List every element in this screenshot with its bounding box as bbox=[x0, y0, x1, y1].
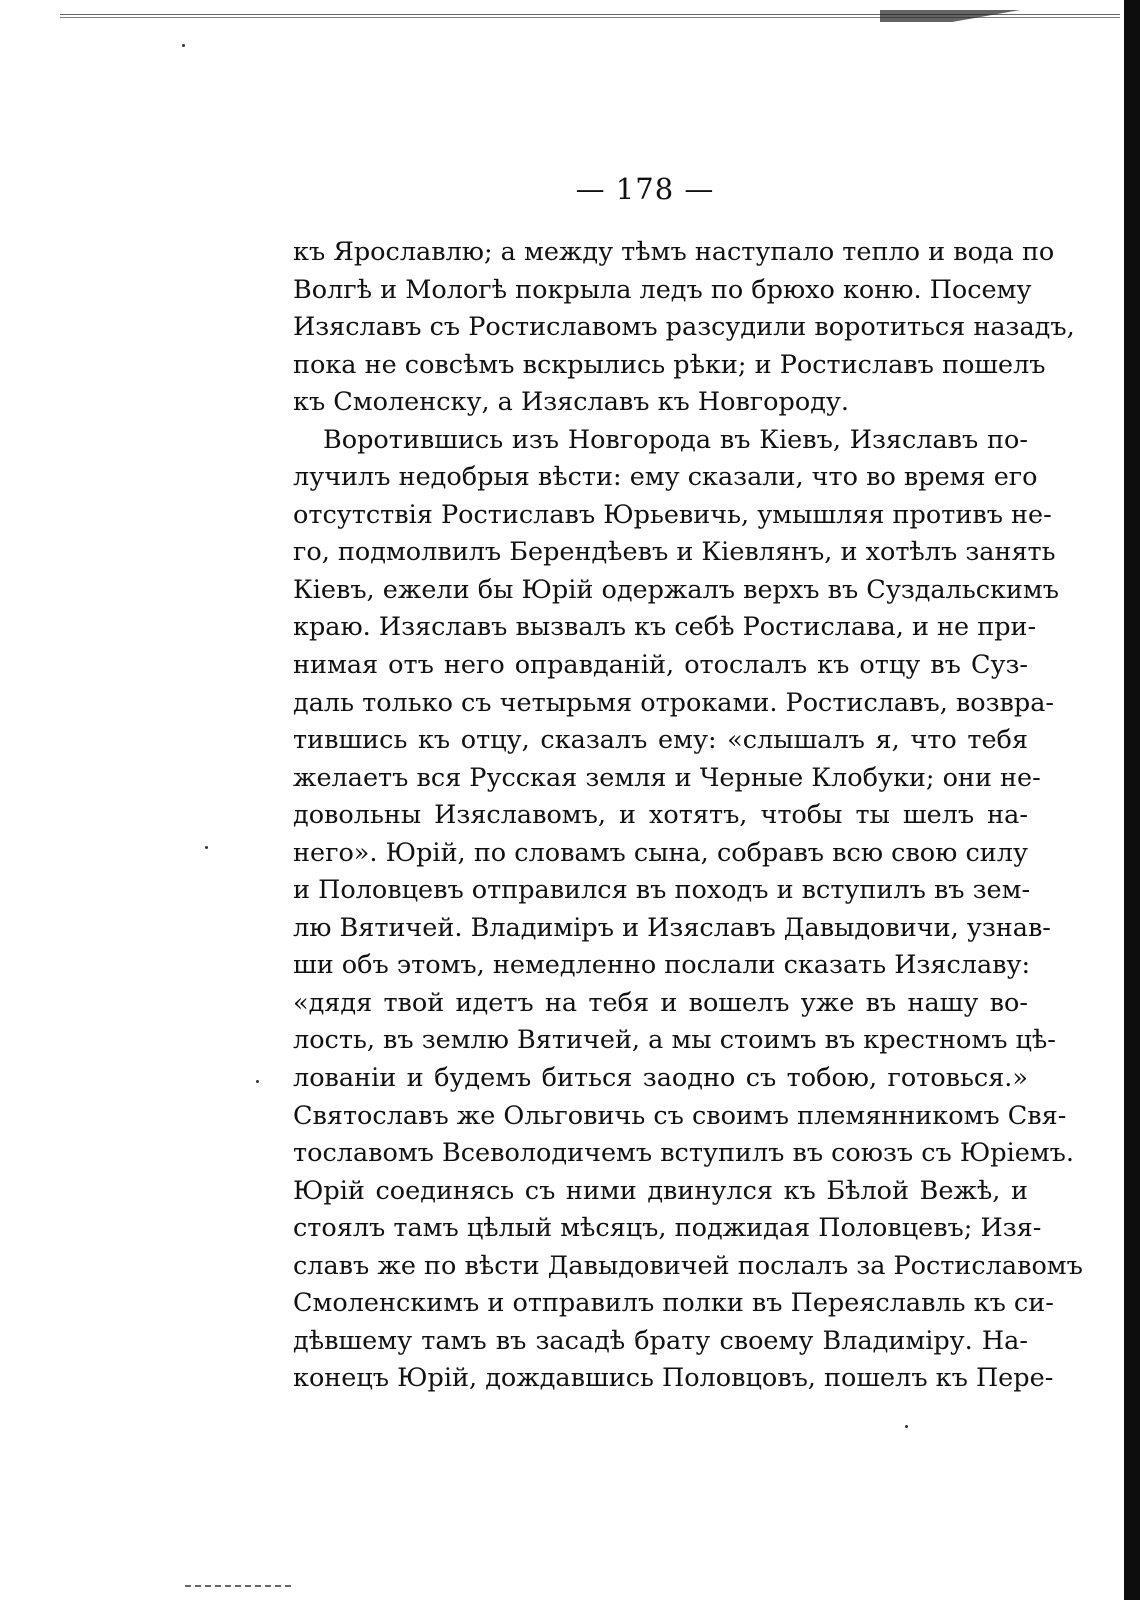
text-line: Воротившись изъ Новгорода въ Кіевъ, Изяславъ по- bbox=[323, 424, 1028, 455]
text-line: довольны Изяславомъ, и хотятъ, чтобы ты шелъ на- bbox=[293, 800, 1028, 831]
text-line: нимая отъ него оправданій, отослалъ къ отцу въ Суз- bbox=[293, 650, 1028, 681]
text-line: славъ же по вѣсти Давыдовичей послалъ за Ростиславомъ bbox=[293, 1250, 1083, 1281]
paragraph-1 bbox=[293, 234, 1075, 422]
scan-speck bbox=[205, 846, 208, 849]
text-line: Изяславъ съ Ростиславомъ разсудили воротиться назадъ, bbox=[293, 312, 1075, 343]
text-line: Юрій соединясь съ ними двинулся къ Бѣлой Вежѣ, и bbox=[293, 1175, 1028, 1206]
text-line: Волгѣ и Мологѣ покрыла ледъ по брюхо коню. Посему bbox=[293, 274, 1032, 305]
text-line: го, подмолвилъ Берендѣевъ и Кіевлянъ, и хотѣлъ занять bbox=[293, 537, 1056, 568]
text-line: желаетъ вся Русская земля и Черные Клобуки; они не- bbox=[293, 762, 1041, 793]
body-text bbox=[293, 234, 1083, 1398]
text-line: лость, въ землю Вятичей, а мы стоимъ въ крестномъ цѣ- bbox=[293, 1025, 1056, 1056]
scan-speck bbox=[256, 1080, 259, 1083]
scan-speck bbox=[905, 1425, 908, 1428]
text-line: даль только съ четырьмя отроками. Ростиславъ, возвра- bbox=[293, 687, 1055, 718]
text-line: Святославъ же Ольговичь съ своимъ племянникомъ Свя- bbox=[293, 1100, 1067, 1131]
text-line: лю Вятичей. Владиміръ и Изяславъ Давыдовичи, узнав- bbox=[293, 912, 1051, 943]
scan-speck bbox=[182, 44, 185, 47]
text-line: тившись къ отцу, сказалъ ему: «слышалъ я, что тебя bbox=[293, 725, 1028, 756]
text-line: къ Смоленску, а Изяславъ къ Новгороду. bbox=[293, 387, 850, 418]
page-number: — 178 — bbox=[575, 172, 715, 206]
text-line: отсутствія Ростиславъ Юрьевичь, умышляя противъ не- bbox=[293, 499, 1052, 530]
text-line: ши объ этомъ, немедленно послали сказать Изяславу: bbox=[293, 950, 1031, 981]
text-line: «дядя твой идетъ на тебя и вошелъ уже въ нашу во- bbox=[293, 987, 1028, 1018]
text-line: къ Ярославлю; а между тѣмъ наступало тепло и вода по bbox=[293, 237, 1055, 267]
text-line: лованіи и будемъ биться заодно съ тобою, готовься.» bbox=[293, 1063, 1028, 1094]
scan-right-edge bbox=[1124, 0, 1140, 1600]
text-line: Кіевъ, ежели бы Юрій одержалъ верхъ въ Суздальскимъ bbox=[293, 574, 1059, 605]
text-line: стоялъ тамъ цѣлый мѣсяцъ, поджидая Половцевъ; Изя- bbox=[293, 1213, 1042, 1244]
text-line: конецъ Юрій, дождавшись Половцовъ, пошелъ къ Пере- bbox=[293, 1363, 1054, 1394]
text-line: и Половцевъ отправился въ походъ и вступилъ въ зем- bbox=[293, 875, 1031, 906]
text-line: краю. Изяславъ вызвалъ къ себѣ Ростислава, и не при- bbox=[293, 612, 1037, 643]
top-scan-smudge bbox=[880, 10, 1120, 22]
paragraph-2 bbox=[293, 422, 1083, 1398]
bottom-scan-smudge bbox=[185, 1585, 295, 1587]
text-line: пока не совсѣмъ вскрылись рѣки; и Ростиславъ пошелъ bbox=[293, 349, 1046, 380]
text-line: Смоленскимъ и отправилъ полки въ Переяславль къ си- bbox=[293, 1288, 1054, 1319]
text-line: дѣвшему тамъ въ засадѣ брату своему Владиміру. На- bbox=[293, 1325, 1028, 1356]
text-line: тославомъ Всеволодичемъ вступилъ въ союзъ съ Юріемъ. bbox=[293, 1138, 1074, 1169]
text-line: лучилъ недобрыя вѣсти: ему сказали, что во время его bbox=[293, 462, 1038, 493]
text-line: него». Юрій, по словамъ сына, собравъ всю свою силу bbox=[293, 837, 1028, 868]
